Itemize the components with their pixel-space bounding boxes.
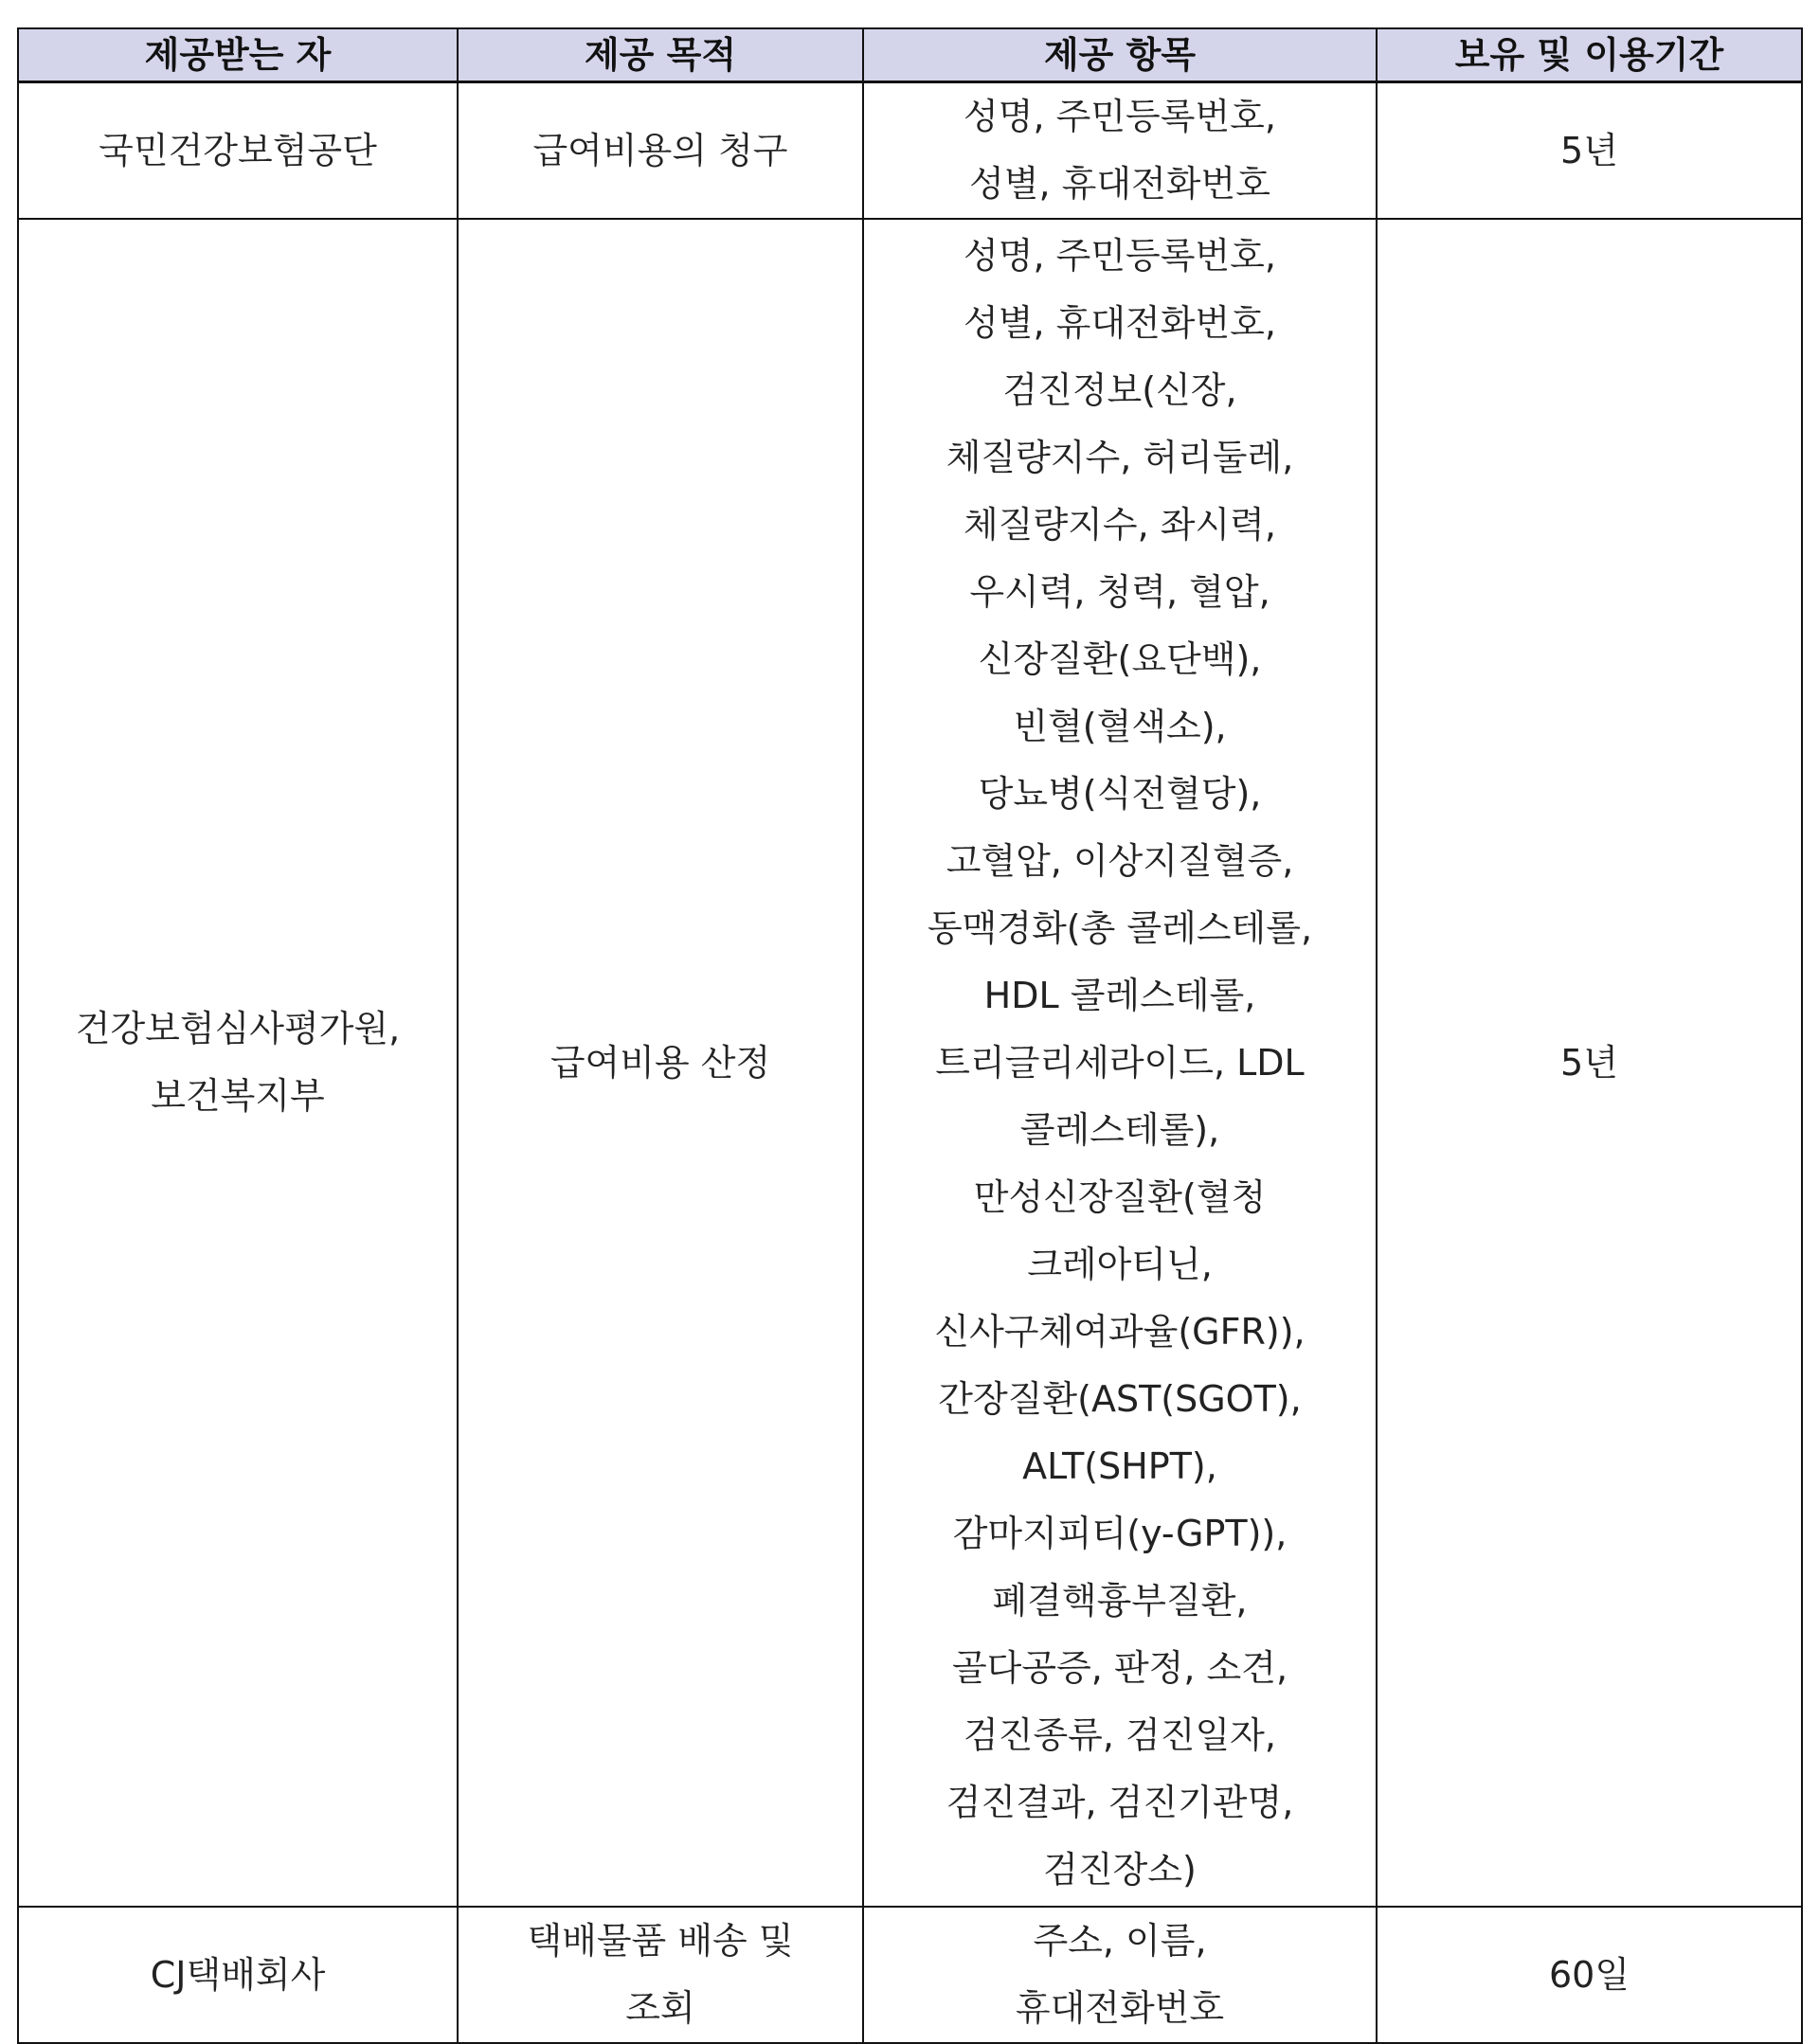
item-line: 신장질환(요단백), (978, 637, 1262, 680)
item-line: 폐결핵흉부질환, (992, 1579, 1248, 1622)
item-line: 트리글리세라이드, LDL (935, 1041, 1305, 1084)
recipient-text: 건강보험심사평가원, (75, 1008, 401, 1049)
header-retention: 보유 및 이용기간 (1377, 28, 1802, 82)
cell-items (863, 219, 1377, 1907)
item-line: 동맥경화(총 콜레스테롤, (927, 906, 1313, 949)
item-line: 주소, 이름, (1033, 1920, 1207, 1962)
retention-text: 5년 (1560, 1041, 1618, 1084)
header-recipient: 제공받는 자 (18, 28, 458, 82)
item-line: 감마지피티(y-GPT)), (952, 1512, 1288, 1554)
table-row (18, 82, 1802, 220)
item-line: 체질량지수, 허리둘레, (946, 436, 1294, 478)
item-line: 고혈압, 이상지질혈증, (946, 839, 1294, 882)
item-line: 검진장소) (1043, 1848, 1197, 1891)
cell-purpose (458, 82, 863, 220)
cell-retention (1377, 219, 1802, 1907)
header-items: 제공 항목 (863, 28, 1377, 82)
item-line: 콜레스테롤), (1019, 1108, 1220, 1151)
recipient-text: 보건복지부 (151, 1075, 325, 1117)
purpose-text: 급여비용의 청구 (532, 129, 788, 171)
table-row (18, 1907, 1802, 2043)
cell-recipient (18, 82, 458, 220)
item-line: HDL 콜레스테롤, (983, 974, 1256, 1016)
recipient-text: 국민건강보험공단 (99, 129, 377, 171)
item-line: 휴대전화번호 (1015, 1987, 1225, 2029)
recipient-text: CJ택배회사 (150, 1953, 326, 1996)
cell-retention (1377, 1907, 1802, 2043)
item-line: 우시력, 청력, 혈압, (969, 570, 1270, 613)
item-line: 당뇨병(식전혈당), (978, 772, 1262, 815)
cell-items (863, 1907, 1377, 2043)
item-line: 크레아티닌, (1027, 1243, 1213, 1285)
item-line: 간장질환(AST(SGOT), (938, 1377, 1302, 1420)
item-line: 성별, 휴대전화번호, (964, 301, 1276, 344)
item-line: 성명, 주민등록번호, (964, 234, 1276, 277)
item-line: 신사구체여과율(GFR)), (934, 1310, 1306, 1353)
item-line: 성명, 주민등록번호, (964, 96, 1276, 137)
item-line: 빈혈(혈색소), (1013, 705, 1227, 747)
item-line: 검진종류, 검진일자, (964, 1713, 1276, 1756)
retention-text: 60일 (1548, 1953, 1630, 1996)
cell-retention (1377, 82, 1802, 220)
item-line: 성별, 휴대전화번호 (969, 163, 1270, 205)
header-purpose: 제공 목적 (458, 28, 863, 82)
cell-purpose (458, 1907, 863, 2043)
item-line: 검진정보(신장, (1002, 368, 1237, 411)
header-row (18, 28, 1802, 82)
item-line: 골다공증, 판정, 소견, (951, 1646, 1288, 1689)
table-row (18, 219, 1802, 1907)
cell-items (863, 82, 1377, 220)
retention-text: 5년 (1560, 129, 1618, 171)
item-line: 만성신장질환(혈청 (973, 1175, 1267, 1218)
purpose-text: 택배물품 배송 및 (527, 1920, 794, 1962)
item-line: 체질량지수, 좌시력, (964, 503, 1276, 546)
item-line: 검진결과, 검진기관명, (946, 1781, 1294, 1823)
provision-table (17, 27, 1803, 2044)
cell-purpose (458, 219, 863, 1907)
cell-recipient (18, 219, 458, 1907)
purpose-text: 조회 (625, 1987, 695, 2029)
item-line: ALT(SHPT), (1022, 1444, 1217, 1487)
purpose-text: 급여비용 산정 (549, 1041, 771, 1084)
cell-recipient (18, 1907, 458, 2043)
